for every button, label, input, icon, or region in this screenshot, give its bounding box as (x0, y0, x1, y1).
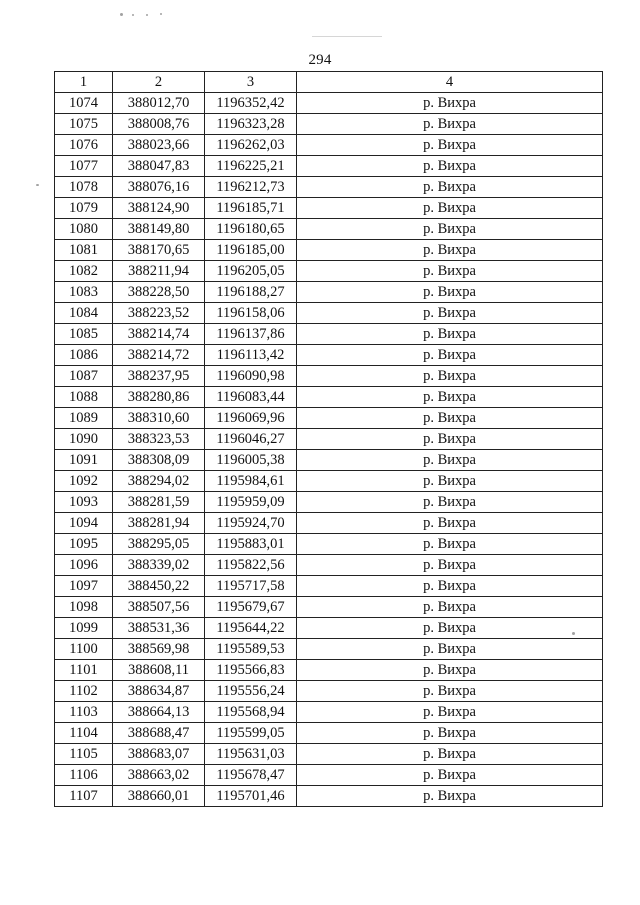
point-number-cell: 1090 (55, 429, 113, 450)
table-row (55, 240, 603, 261)
x-coordinate-cell: 388170,65 (113, 240, 205, 261)
table-row (55, 429, 603, 450)
table-row (55, 660, 603, 681)
x-coordinate-cell: 388660,01 (113, 786, 205, 807)
point-number-cell: 1083 (55, 282, 113, 303)
description-cell: р. Вихра (297, 366, 603, 387)
scan-speck (146, 14, 148, 16)
x-coordinate-cell: 388281,59 (113, 492, 205, 513)
coordinates-table (54, 71, 603, 807)
point-number-cell: 1095 (55, 534, 113, 555)
description-cell: р. Вихра (297, 534, 603, 555)
y-coordinate-cell: 1195599,05 (205, 723, 297, 744)
point-number-cell: 1105 (55, 744, 113, 765)
y-coordinate-cell: 1195924,70 (205, 513, 297, 534)
x-coordinate-cell: 388012,70 (113, 93, 205, 114)
point-number-cell: 1077 (55, 156, 113, 177)
x-coordinate-cell: 388339,02 (113, 555, 205, 576)
y-coordinate-cell: 1196137,86 (205, 324, 297, 345)
description-cell: р. Вихра (297, 450, 603, 471)
x-coordinate-cell: 388450,22 (113, 576, 205, 597)
point-number-cell: 1106 (55, 765, 113, 786)
description-cell: р. Вихра (297, 261, 603, 282)
description-cell: р. Вихра (297, 786, 603, 807)
y-coordinate-cell: 1196262,03 (205, 135, 297, 156)
x-coordinate-cell: 388214,72 (113, 345, 205, 366)
point-number-cell: 1094 (55, 513, 113, 534)
description-cell: р. Вихра (297, 156, 603, 177)
table-row (55, 198, 603, 219)
x-coordinate-cell: 388295,05 (113, 534, 205, 555)
x-coordinate-cell: 388223,52 (113, 303, 205, 324)
description-cell: р. Вихра (297, 597, 603, 618)
description-cell: р. Вихра (297, 114, 603, 135)
x-coordinate-cell: 388023,66 (113, 135, 205, 156)
x-coordinate-cell: 388569,98 (113, 639, 205, 660)
x-coordinate-cell: 388280,86 (113, 387, 205, 408)
x-coordinate-cell: 388308,09 (113, 450, 205, 471)
point-number-cell: 1082 (55, 261, 113, 282)
point-number-cell: 1087 (55, 366, 113, 387)
point-number-cell: 1100 (55, 639, 113, 660)
x-coordinate-cell: 388008,76 (113, 114, 205, 135)
y-coordinate-cell: 1195556,24 (205, 681, 297, 702)
point-number-cell: 1093 (55, 492, 113, 513)
y-coordinate-cell: 1195701,46 (205, 786, 297, 807)
table-row (55, 492, 603, 513)
point-number-cell: 1080 (55, 219, 113, 240)
table-row (55, 408, 603, 429)
description-cell: р. Вихра (297, 408, 603, 429)
table-row (55, 723, 603, 744)
y-coordinate-cell: 1196046,27 (205, 429, 297, 450)
y-coordinate-cell: 1195566,83 (205, 660, 297, 681)
x-coordinate-cell: 388683,07 (113, 744, 205, 765)
x-coordinate-cell: 388634,87 (113, 681, 205, 702)
y-coordinate-cell: 1195679,67 (205, 597, 297, 618)
table-row (55, 555, 603, 576)
y-coordinate-cell: 1195822,56 (205, 555, 297, 576)
point-number-cell: 1103 (55, 702, 113, 723)
scan-speck (36, 184, 39, 186)
description-cell: р. Вихра (297, 681, 603, 702)
description-cell: р. Вихра (297, 471, 603, 492)
x-coordinate-cell: 388688,47 (113, 723, 205, 744)
x-coordinate-cell: 388124,90 (113, 198, 205, 219)
x-coordinate-cell: 388663,02 (113, 765, 205, 786)
y-coordinate-cell: 1196113,42 (205, 345, 297, 366)
point-number-cell: 1078 (55, 177, 113, 198)
description-cell: р. Вихра (297, 660, 603, 681)
point-number-cell: 1101 (55, 660, 113, 681)
table-row (55, 114, 603, 135)
y-coordinate-cell: 1196225,21 (205, 156, 297, 177)
table-row (55, 366, 603, 387)
point-number-cell: 1102 (55, 681, 113, 702)
x-coordinate-cell: 388608,11 (113, 660, 205, 681)
y-coordinate-cell: 1196352,42 (205, 93, 297, 114)
y-coordinate-cell: 1195568,94 (205, 702, 297, 723)
table-row (55, 387, 603, 408)
scan-speck (120, 13, 123, 16)
header-y-coordinate: 3 (205, 72, 297, 93)
x-coordinate-cell: 388507,56 (113, 597, 205, 618)
x-coordinate-cell: 388664,13 (113, 702, 205, 723)
x-coordinate-cell: 388237,95 (113, 366, 205, 387)
y-coordinate-cell: 1196185,71 (205, 198, 297, 219)
point-number-cell: 1085 (55, 324, 113, 345)
table-row (55, 282, 603, 303)
scan-line (312, 36, 382, 37)
point-number-cell: 1084 (55, 303, 113, 324)
table-row (55, 744, 603, 765)
description-cell: р. Вихра (297, 618, 603, 639)
x-coordinate-cell: 388047,83 (113, 156, 205, 177)
page-number: 294 (308, 52, 332, 68)
point-number-cell: 1089 (55, 408, 113, 429)
point-number-cell: 1075 (55, 114, 113, 135)
y-coordinate-cell: 1196005,38 (205, 450, 297, 471)
table-row (55, 513, 603, 534)
y-coordinate-cell: 1196083,44 (205, 387, 297, 408)
x-coordinate-cell: 388310,60 (113, 408, 205, 429)
x-coordinate-cell: 388211,94 (113, 261, 205, 282)
table-row (55, 576, 603, 597)
description-cell: р. Вихра (297, 639, 603, 660)
y-coordinate-cell: 1196212,73 (205, 177, 297, 198)
description-cell: р. Вихра (297, 576, 603, 597)
x-coordinate-cell: 388214,74 (113, 324, 205, 345)
y-coordinate-cell: 1195959,09 (205, 492, 297, 513)
y-coordinate-cell: 1195644,22 (205, 618, 297, 639)
description-cell: р. Вихра (297, 765, 603, 786)
scan-speck (160, 13, 162, 15)
point-number-cell: 1081 (55, 240, 113, 261)
table-row (55, 450, 603, 471)
table-row (55, 597, 603, 618)
table-row (55, 135, 603, 156)
table-row (55, 471, 603, 492)
point-number-cell: 1079 (55, 198, 113, 219)
description-cell: р. Вихра (297, 387, 603, 408)
table-header-row (55, 72, 603, 93)
description-cell: р. Вихра (297, 492, 603, 513)
point-number-cell: 1097 (55, 576, 113, 597)
table-row (55, 786, 603, 807)
table-row (55, 219, 603, 240)
point-number-cell: 1088 (55, 387, 113, 408)
table-row (55, 534, 603, 555)
y-coordinate-cell: 1196090,98 (205, 366, 297, 387)
table-row (55, 345, 603, 366)
header-description: 4 (297, 72, 603, 93)
point-number-cell: 1099 (55, 618, 113, 639)
table-row (55, 156, 603, 177)
point-number-cell: 1074 (55, 93, 113, 114)
point-number-cell: 1092 (55, 471, 113, 492)
description-cell: р. Вихра (297, 744, 603, 765)
x-coordinate-cell: 388294,02 (113, 471, 205, 492)
x-coordinate-cell: 388228,50 (113, 282, 205, 303)
table-row (55, 177, 603, 198)
description-cell: р. Вихра (297, 513, 603, 534)
table-row (55, 618, 603, 639)
y-coordinate-cell: 1195717,58 (205, 576, 297, 597)
table-row (55, 681, 603, 702)
table-row (55, 765, 603, 786)
table-row (55, 324, 603, 345)
description-cell: р. Вихра (297, 93, 603, 114)
table-row (55, 93, 603, 114)
header-x-coordinate: 2 (113, 72, 205, 93)
y-coordinate-cell: 1196180,65 (205, 219, 297, 240)
table-row (55, 261, 603, 282)
description-cell: р. Вихра (297, 429, 603, 450)
x-coordinate-cell: 388076,16 (113, 177, 205, 198)
description-cell: р. Вихра (297, 240, 603, 261)
y-coordinate-cell: 1196205,05 (205, 261, 297, 282)
description-cell: р. Вихра (297, 345, 603, 366)
point-number-cell: 1086 (55, 345, 113, 366)
y-coordinate-cell: 1195984,61 (205, 471, 297, 492)
point-number-cell: 1107 (55, 786, 113, 807)
description-cell: р. Вихра (297, 555, 603, 576)
description-cell: р. Вихра (297, 135, 603, 156)
point-number-cell: 1104 (55, 723, 113, 744)
table-row (55, 702, 603, 723)
y-coordinate-cell: 1196069,96 (205, 408, 297, 429)
scan-speck (132, 14, 134, 16)
x-coordinate-cell: 388281,94 (113, 513, 205, 534)
y-coordinate-cell: 1195589,53 (205, 639, 297, 660)
description-cell: р. Вихра (297, 177, 603, 198)
x-coordinate-cell: 388323,53 (113, 429, 205, 450)
description-cell: р. Вихра (297, 702, 603, 723)
description-cell: р. Вихра (297, 324, 603, 345)
description-cell: р. Вихра (297, 723, 603, 744)
table-row (55, 639, 603, 660)
point-number-cell: 1076 (55, 135, 113, 156)
y-coordinate-cell: 1196188,27 (205, 282, 297, 303)
x-coordinate-cell: 388531,36 (113, 618, 205, 639)
table-row (55, 303, 603, 324)
point-number-cell: 1098 (55, 597, 113, 618)
y-coordinate-cell: 1196185,00 (205, 240, 297, 261)
description-cell: р. Вихра (297, 219, 603, 240)
y-coordinate-cell: 1196158,06 (205, 303, 297, 324)
header-point-number: 1 (55, 72, 113, 93)
description-cell: р. Вихра (297, 282, 603, 303)
y-coordinate-cell: 1195631,03 (205, 744, 297, 765)
y-coordinate-cell: 1195883,01 (205, 534, 297, 555)
point-number-cell: 1096 (55, 555, 113, 576)
x-coordinate-cell: 388149,80 (113, 219, 205, 240)
point-number-cell: 1091 (55, 450, 113, 471)
description-cell: р. Вихра (297, 198, 603, 219)
description-cell: р. Вихра (297, 303, 603, 324)
y-coordinate-cell: 1195678,47 (205, 765, 297, 786)
y-coordinate-cell: 1196323,28 (205, 114, 297, 135)
